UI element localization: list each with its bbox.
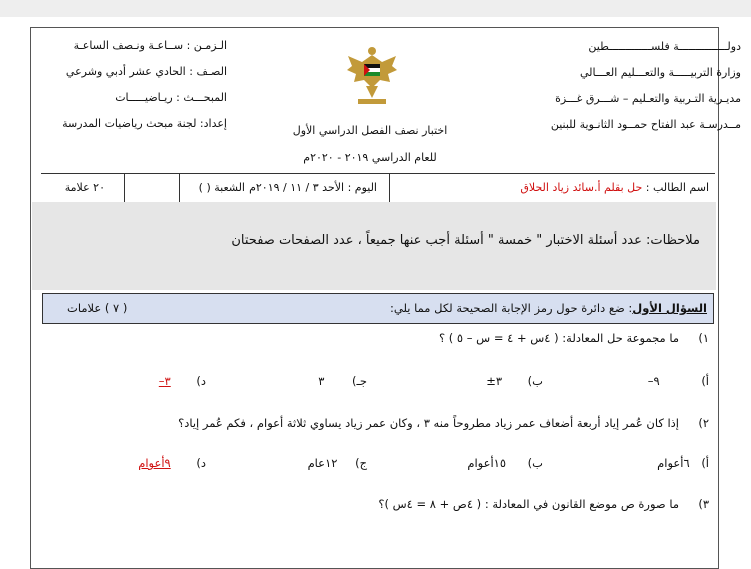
- option-label: د): [196, 374, 206, 388]
- option-label: أ): [701, 456, 709, 470]
- header-right: [491, 34, 741, 138]
- student-info-row: [41, 173, 715, 203]
- option-label: جـ): [352, 374, 367, 388]
- option-value: ١٢عام: [307, 456, 338, 470]
- item-1-number: ١): [698, 331, 709, 345]
- item-1-text: ما مجموعة حل المعادلة: ( ٤س + ٤ = س – ٥ ) ؟: [438, 331, 679, 345]
- section-field: الشعبة ( ): [198, 181, 245, 194]
- question-1-header: [42, 293, 714, 324]
- option-value: ٦أعوام: [657, 456, 690, 470]
- country-line: دولـــــــــــــــة فلســـــــــــــطين: [588, 40, 741, 53]
- directorate-line: مديـرية التـربية والتعـليم – شـــرق غـــزة: [555, 92, 741, 105]
- student-name-value: حل بقلم أ.سائد زياد الحلاق: [520, 181, 643, 194]
- item-3-number: ٣): [698, 497, 709, 511]
- option-value: ٩–: [647, 374, 660, 388]
- exam-time: الـزمـن : ســاعـة ونـصف الساعـة: [73, 39, 227, 52]
- correct-answer: ٣–: [158, 374, 171, 388]
- question-1-title: [390, 294, 707, 323]
- item-2-option-d: [138, 456, 206, 470]
- item-2-option-c: [308, 456, 367, 470]
- question-1-marks: ( ٧ ) علامات: [67, 301, 128, 315]
- question-1-instruction: : ضع دائرة حول رمز الإجابة الصحيحة لكل مما يلي:: [390, 301, 633, 315]
- student-label: اسم الطالب :: [645, 181, 709, 194]
- item-3-text: ما صورة ص موضع القانون في المعادلة : ( ٤ص + ٨ = ٤س )؟: [378, 497, 679, 511]
- exam-notes: ملاحظات: عدد أسئلة الاختبار " خمسة " أسئلة أجب عنها جميعاً ، عدد الصفحات صفحتان: [231, 233, 700, 248]
- info-divider: [179, 174, 180, 202]
- academic-year: للعام الدراسي ٢٠١٩ - ٢٠٢٠م: [303, 151, 437, 164]
- prepared-by: إعداد: لجنة مبحث رياضيات المدرسة: [62, 117, 227, 130]
- item-1-option-d: [159, 374, 206, 388]
- item-1-option-b: [486, 374, 543, 388]
- total-marks: ٢٠ علامة: [64, 181, 105, 194]
- option-value: ١٥أعوام: [467, 456, 507, 470]
- item-2-number: ٢): [698, 416, 709, 430]
- ministry-line: وزارة التربيـــــة والتعـــليم العـــالي: [580, 66, 741, 79]
- exam-title: اختبار نصف الفصل الدراسي الأول: [292, 124, 448, 137]
- header-center: [280, 117, 460, 171]
- option-label: أ): [701, 374, 709, 388]
- item-2-option-b: [467, 456, 543, 470]
- option-value: ٣: [318, 374, 325, 388]
- item-2-text: إذا كان عُمر إياد أربعة أضعاف عمر زياد مطروحاً منه ٣ ، وكان عمر زياد يساوي ثلاثة أعوام ، فكم عُمر إياد؟: [178, 416, 679, 430]
- item-1-option-a: [648, 374, 709, 388]
- palestine-eagle-emblem: [344, 42, 400, 108]
- exam-grade: الصـف : الحادي عشر أدبي وشرعي: [65, 65, 227, 78]
- info-divider: [389, 174, 390, 202]
- item-2-option-a: [657, 456, 709, 470]
- question-1-label: السؤال الأول: [632, 301, 707, 315]
- option-label: د): [196, 456, 206, 470]
- option-label: ب): [527, 374, 543, 388]
- top-bar: [0, 0, 751, 17]
- option-label: ج): [355, 456, 367, 470]
- item-1-option-c: [318, 374, 367, 388]
- option-value: ٣±: [486, 374, 503, 388]
- school-line: مــدرسـة عبد الفتاح حمــود الثانـوية للبنين: [550, 118, 741, 131]
- exam-day: اليوم : الأحد ٣ / ١١ / ٢٠١٩م: [249, 181, 377, 194]
- student-name-cell: [520, 174, 709, 202]
- exam-subject: المبحـــث : ريـاضيـــــات: [115, 91, 227, 104]
- option-label: ب): [527, 456, 543, 470]
- correct-answer: ٩أعوام: [138, 456, 171, 470]
- info-divider: [124, 174, 125, 202]
- header-left: [52, 33, 227, 137]
